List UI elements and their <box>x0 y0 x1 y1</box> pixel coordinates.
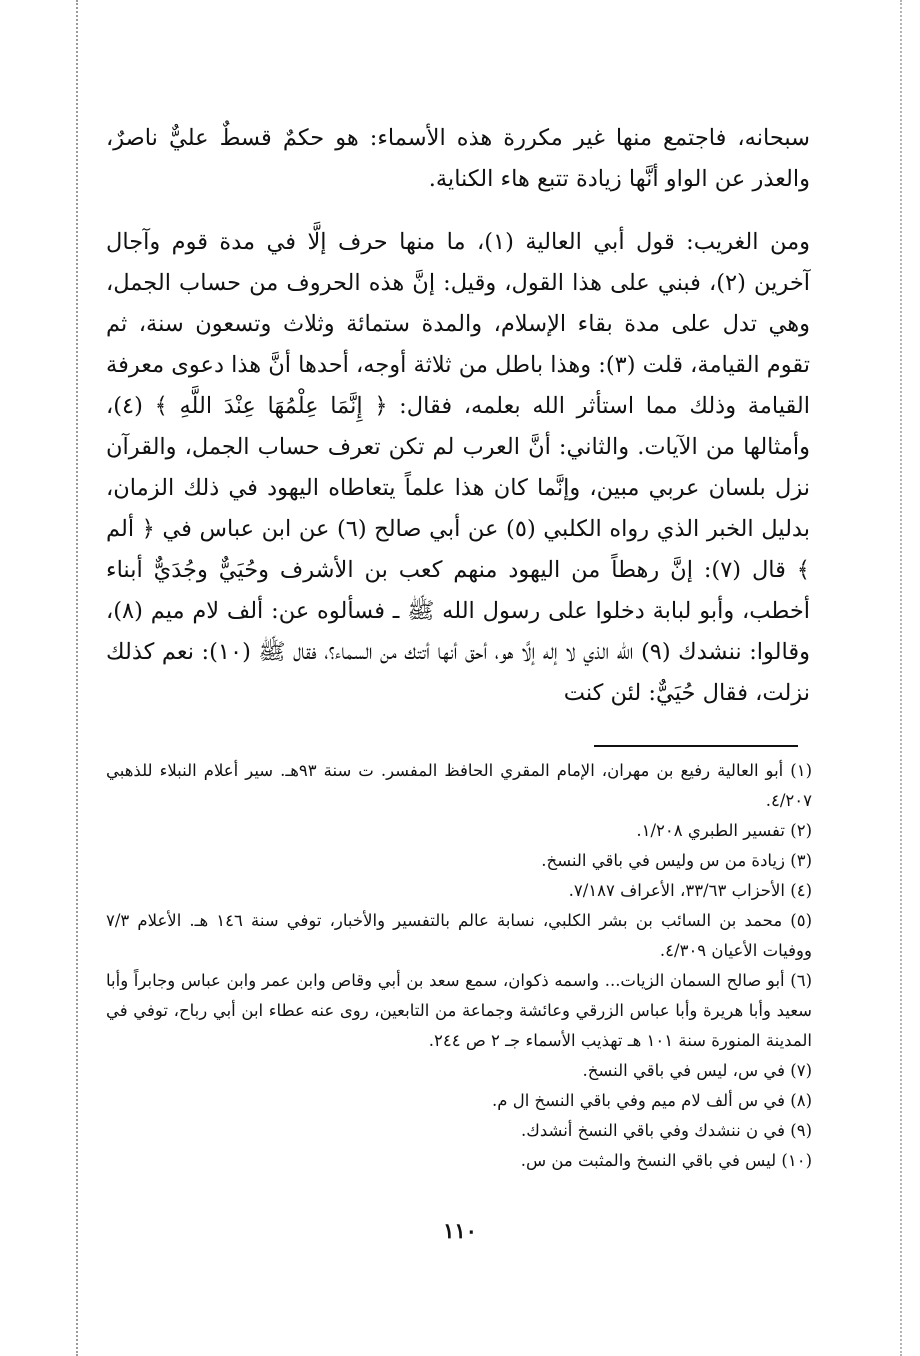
footnote-7: (٧) في س، ليس في باقي النسخ. <box>582 1061 812 1080</box>
scan-margin-dots-right <box>900 0 902 1356</box>
footnote-1: (١) أبو العالية رفيع بن مهران، الإمام المقري الحافظ المفسر. ت سنة ٩٣هـ. سير أعلام النبلاء للذهبي ٤/٢٠٧. <box>106 761 812 810</box>
footnote-5: (٥) محمد بن السائب بن بشر الكلبي، نسابة عالم بالتفسير والأخبار، توفي سنة ١٤٦ هـ. الأعلام ٧/٣ ووفيات الأعيان ٤/٣٠٩. <box>106 911 812 960</box>
footnote-4: (٤) الأحزاب ٣٣/٦٣، الأعراف ٧/١٨٧. <box>568 881 812 900</box>
main-text <box>106 118 810 714</box>
footnotes <box>106 756 812 1176</box>
footnote-6: (٦) أبو صالح السمان الزيات... واسمه ذكوان، سمع سعد بن أبي وقاص وابن عمر وابن عباس وجابراً وأبا سعيد وأبا هريرة وأبا عباس الزرقي وعائشة وجماعة من التابعين، روى عنه عطاء ابن أبي رباح، توفي في المدينة المنورة سنة ١٠١ هـ تهذيب الأسماء جـ ٢ ص ٢٤٤. <box>106 971 812 1050</box>
scan-margin-dots-left <box>76 0 78 1356</box>
footnote-2: (٢) تفسير الطبري ١/٢٠٨. <box>636 821 812 840</box>
footnote-3: (٣) زيادة من س وليس في باقي النسخ. <box>541 851 812 870</box>
footnote-separator <box>594 745 798 747</box>
footnote-9: (٩) في ن ننشدك وفي باقي النسخ أنشدك. <box>520 1121 812 1140</box>
paragraph-1: سبحانه، فاجتمع منها غير مكررة هذه الأسماء: هو حكمٌ قسطٌ عليٌّ ناصرٌ، والعذر عن الواو أنَّها زيادة تتبع هاء الكناية. <box>106 125 810 192</box>
footnote-8: (٨) في س ألف لام ميم وفي باقي النسخ ال م. <box>492 1091 812 1110</box>
footnote-10: (١٠) ليس في باقي النسخ والمثبت من س. <box>520 1151 812 1170</box>
paragraph-2: ومن الغريب: قول أبي العالية (١)، ما منها حرف إلَّا في مدة قوم وآجال آخرين (٢)، فبني على هذا القول، وقيل: إنَّ هذه الحروف من حساب الجمل، وهي تدل على مدة بقاء الإسلام، والمدة ستمائة وثلاث وتسعون سنة، ثم تقوم القيامة، قلت (٣): وهذا باطل من ثلاثة أوجه، أحدها أنَّ هذا دعوى معرفة القيامة وذلك مما استأثر الله بعلمه، فقال: ﴿ إِنَّمَا عِلْمُهَا عِنْدَ اللَّهِ ﴾ (٤)، وأمثالها من الآيات. والثاني: أنَّ العرب لم تكن تعرف حساب الجمل، والقرآن نزل بلسان عربي مبين، وإنَّما كان هذا علماً يتعاطاه اليهود في ذلك الزمان، بدليل الخبر الذي رواه الكلبي (٥) عن أبي صالح (٦) عن ابن عباس في ﴿ ألم ﴾ قال (٧): إنَّ رهطاً من اليهود منهم كعب بن الأشرف وحُيَيٌّ وجُدَيٌّ أبناء أخطب، وأبو لبابة دخلوا على رسول الله ﷺ ـ فسألوه عن: ألف لام ميم (٨)، وقالوا: ننشدك (٩) الله الذي لا إله إلَّا هو، أحق أنها أتتك من السماء؟، فقال ﷺ (١٠): نعم كذلك نزلت، فقال حُيَيٌّ: لئن كنت <box>106 229 810 706</box>
page-number: ١١٠ <box>443 1218 477 1243</box>
